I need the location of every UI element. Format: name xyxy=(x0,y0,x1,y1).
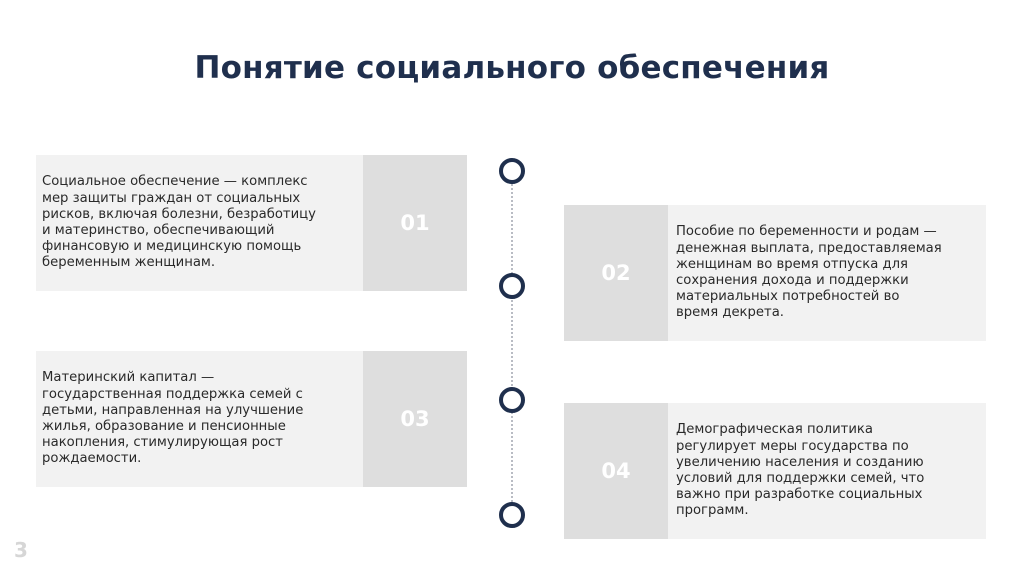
card-02 xyxy=(564,205,986,341)
timeline-node-4 xyxy=(499,502,525,528)
card-02-number: 02 xyxy=(564,205,668,341)
page-number: 3 xyxy=(14,538,28,562)
card-01-number: 01 xyxy=(363,155,467,291)
slide-title: Понятие социального обеспечения xyxy=(194,50,830,86)
card-01-text: Социальное обеспечение — комплекс мер защиты граждан от социальных рисков, включая болезни, безработицу и материнство, обеспечивающий финансовую и медицинскую помощь беременным женщинам. xyxy=(42,174,316,271)
card-02-text: Пособие по беременности и родам — денежная выплата, предоставляемая женщинам во время отпуска для сохранения дохода и поддержки материальных потребностей во время декрета. xyxy=(676,224,942,321)
card-03-text-box xyxy=(36,351,363,487)
card-01-text-box xyxy=(36,155,363,291)
card-04-text-box xyxy=(668,403,986,539)
card-04-text: Демографическая политика регулирует меры государства по увеличению населения и созданию условий для поддержки семей, что важно при разработке социальных программ. xyxy=(676,422,925,519)
card-03 xyxy=(36,351,467,487)
card-03-number: 03 xyxy=(363,351,467,487)
card-04-number: 04 xyxy=(564,403,668,539)
timeline-node-3 xyxy=(499,387,525,413)
card-03-text: Материнский капитал — государственная поддержка семей с детьми, направленная на улучшение жилья, образование и пенсионные накопления, стимулирующая рост рождаемости. xyxy=(42,370,304,467)
card-02-text-box xyxy=(668,205,986,341)
timeline-node-1 xyxy=(499,158,525,184)
card-01 xyxy=(36,155,467,291)
timeline-node-2 xyxy=(499,273,525,299)
card-04 xyxy=(564,403,986,539)
timeline-dotted-line xyxy=(511,172,513,522)
